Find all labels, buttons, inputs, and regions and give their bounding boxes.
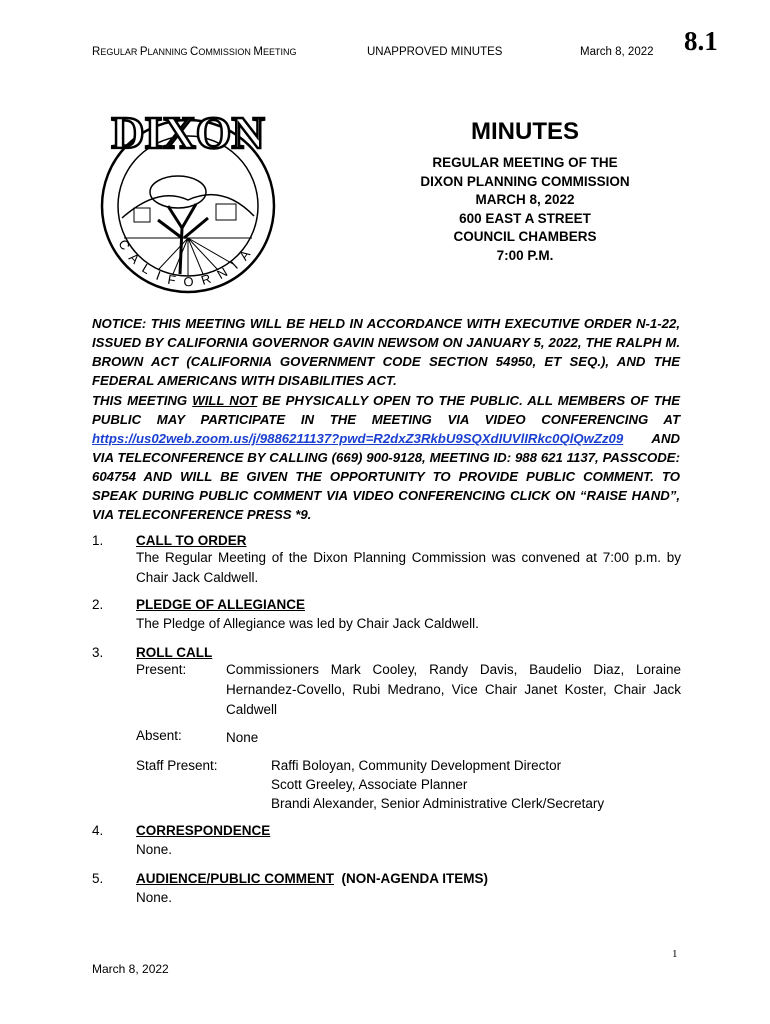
present-list: Commissioners Mark Cooley, Randy Davis, Baudelio Diaz, Loraine Hernandez-Covello, Rubi Medrano, Vice Chair Janet Koster, Chair Jack Caldwell (226, 662, 681, 717)
staff-label: Staff Present: (136, 758, 218, 773)
section-body-correspondence: None. (136, 842, 173, 857)
meeting-type: REGULAR MEETING OF THE (432, 155, 618, 170)
section-heading-call-to-order: CALL TO ORDER (136, 533, 247, 548)
dixon-city-logo (88, 88, 288, 308)
section-heading-roll-call: ROLL CALL (136, 645, 213, 660)
notice-paragraph-1: NOTICE: THIS MEETING WILL BE HELD IN ACCORDANCE WITH EXECUTIVE ORDER N-1-22, ISSUED BY CALIFORNIA GOVERNOR GAVIN NEWSOM ON JANUARY 5, 2022, THE RALPH M. BROWN ACT (CALIFORNIA GOVERNMENT CODE SECTION 54950, ET SEQ.), AND THE FEDERAL AMERICANS WITH DISABILITIES ACT. (92, 316, 680, 388)
header-status: UNAPPROVED MINUTES (367, 46, 503, 58)
logo-wordmark: DIXON (111, 107, 265, 158)
logo-state-text: CALIFORNIA (115, 236, 259, 290)
absent-value: None (226, 730, 259, 745)
staff-member: Brandi Alexander, Senior Administrative Clerk/Secretary (271, 796, 605, 811)
meeting-date: MARCH 8, 2022 (475, 192, 575, 207)
section-heading-public-comment: AUDIENCE/PUBLIC COMMENT (NON-AGENDA ITEMS) (136, 871, 488, 886)
meeting-address: 600 EAST A STREET (459, 210, 591, 226)
section-body-public-comment: None. (136, 890, 173, 905)
absent-label: Absent: (136, 728, 182, 743)
section-number: 3. (92, 645, 104, 660)
page-title: MINUTES (471, 118, 579, 145)
section-body-pledge: The Pledge of Allegiance was led by Chair Jack Caldwell. (136, 616, 479, 631)
staff-member: Raffi Boloyan, Community Development Director (271, 758, 562, 773)
meeting-location: COUNCIL CHAMBERS (453, 229, 597, 244)
page-number: 1 (672, 948, 678, 960)
meeting-body: DIXON PLANNING COMMISSION (420, 173, 630, 189)
section-heading-correspondence: CORRESPONDENCE (136, 823, 271, 838)
title-block (405, 118, 645, 265)
footer-date: March 8, 2022 (92, 962, 169, 976)
staff-member: Scott Greeley, Associate Planner (271, 777, 468, 792)
section-number: 4. (92, 823, 104, 838)
notice-paragraph-2: THIS MEETING WILL NOT BE PHYSICALLY OPEN TO THE PUBLIC. ALL MEMBERS OF THE PUBLIC MAY PARTICIPATE IN THE MEETING VIA VIDEO CONFERENCING AT https://us02web.zoom.us/j/9886211137?pwd=R2dxZ3RkbU9SQXdIUVlIRkc0QlQwZz09 AND VIA TELECONFERENCE BY CALLING (669) 900-9128, MEETING ID: 988 621 1137, PASSCODE: 604754 AND WILL BE GIVEN THE OPPORTUNITY TO PROVIDE PUBLIC COMMENT. TO SPEAK DURING PUBLIC COMMENT VIA VIDEO CONFERENCING CLICK ON “RAISE HAND”, VIA TELECONFERENCE PRESS *9. (92, 393, 680, 522)
zoom-meeting-link[interactable]: https://us02web.zoom.us/j/9886211137?pwd=R2dxZ3RkbU9SQXdIUVlIRkc0QlQwZz09 (92, 431, 624, 446)
meeting-time: 7:00 P.M. (496, 247, 554, 263)
section-number: 2. (92, 597, 104, 612)
present-label: Present: (136, 662, 187, 677)
header-meeting-name: REGULAR PLANNING COMMISSION MEETING (92, 46, 297, 58)
section-number: 5. (92, 871, 104, 886)
agenda-item-number: 8.1 (684, 26, 718, 56)
section-body-call-to-order: The Regular Meeting of the Dixon Planning Commission was convened at 7:00 p.m. by Chair Jack Caldwell. (136, 550, 681, 585)
section-heading-pledge: PLEDGE OF ALLEGIANCE (136, 597, 306, 612)
header-date: March 8, 2022 (580, 46, 654, 58)
section-number: 1. (92, 533, 104, 548)
